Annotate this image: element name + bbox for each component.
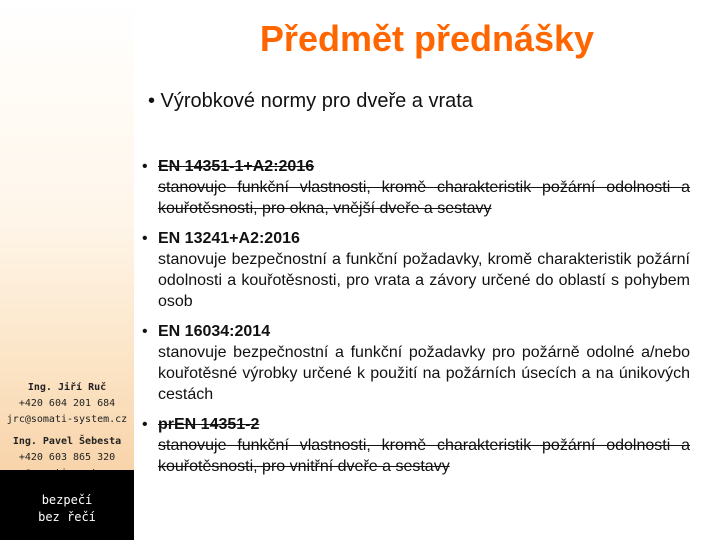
contact-phone: +420 604 201 684 <box>18 398 116 409</box>
contact-email[interactable]: jrc@somati-system.cz <box>6 414 128 425</box>
bullet-icon: • <box>142 158 148 175</box>
logo-line-2: bez řečí <box>38 510 96 524</box>
standard-code: prEN 14351-2 <box>158 416 260 433</box>
standard-item <box>142 228 690 312</box>
bullet-icon: • <box>142 230 148 247</box>
standard-description: stanovuje funkční vlastnosti, kromě charakteristik požární odolnosti a kouřotěsnosti, pro okna, vnější dveře a sestavy <box>158 179 690 217</box>
logo-line-1: bezpečí <box>41 493 93 507</box>
standard-item <box>142 321 690 405</box>
standard-item <box>142 156 690 219</box>
slide-title: Předmět přednášky <box>259 18 595 59</box>
contact-name: Ing. Pavel Šebesta <box>12 436 122 447</box>
standard-description: stanovuje funkční vlastnosti, kromě charakteristik požární odolnosti a kouřotěsnosti, pro vnitřní dveře a sestavy <box>158 437 690 475</box>
standard-description: stanovuje bezpečnostní a funkční požadavky, kromě charakteristik požární odolnosti a kouřotěsnosti, pro vrata a závory určené do oblastí s pohybem osob <box>158 251 690 310</box>
slide-subtitle: • Výrobkové normy pro dveře a vrata <box>148 90 473 112</box>
bullet-icon: • <box>142 323 148 340</box>
company-logo <box>0 470 134 540</box>
standard-code: EN 14351-1+A2:2016 <box>158 158 315 175</box>
standard-code: EN 13241+A2:2016 <box>158 230 300 247</box>
sidebar <box>0 0 134 540</box>
standard-item <box>142 414 690 477</box>
standard-description: stanovuje bezpečnostní a funkční požadavky pro požárně odolné a/nebo kouřotěsné výrobky určené k použití na požárních úsecích a na únikových cestách <box>158 344 690 403</box>
contact-name: Ing. Jiří Ruč <box>27 382 107 393</box>
contact-card-1 <box>0 380 134 428</box>
standard-code: EN 16034:2014 <box>158 323 271 340</box>
bullet-icon: • <box>142 416 148 433</box>
contact-phone: +420 603 865 320 <box>18 452 116 463</box>
